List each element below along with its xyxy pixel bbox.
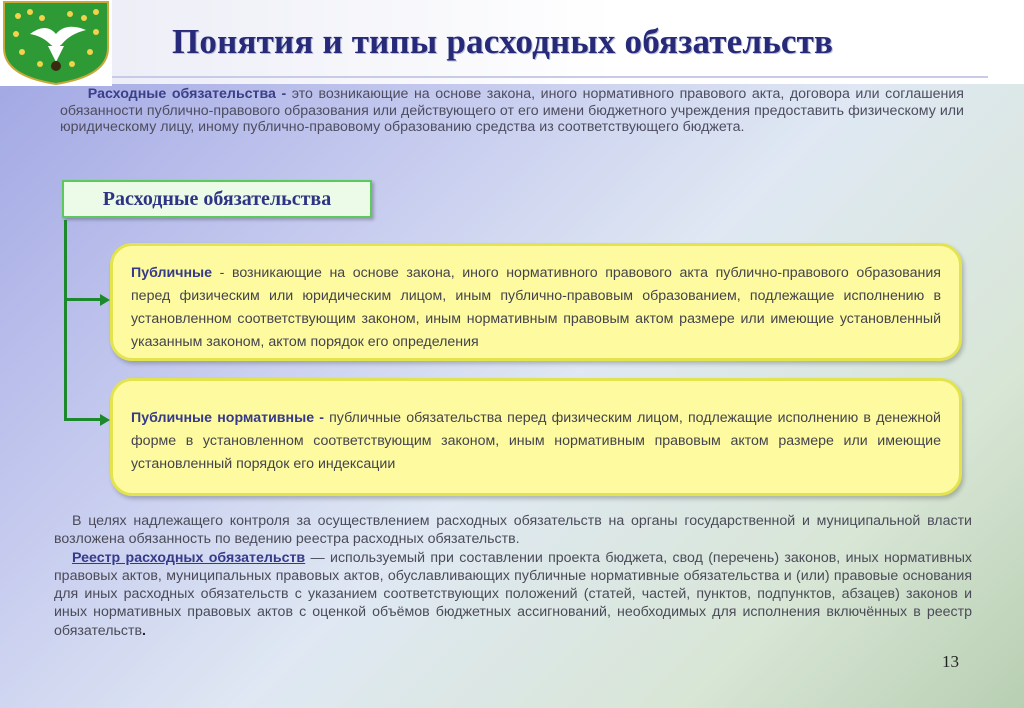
diagram-header-box xyxy=(62,180,372,218)
public-normative-obligations-box xyxy=(110,378,962,496)
public-normative-term: Публичные нормативные - xyxy=(131,410,324,426)
control-paragraph: В целях надлежащего контроля за осуществлением расходных обязательств на органы государственной и муниципальной власти возложена обязанность по ведению реестра расходных обязательств. xyxy=(54,513,972,548)
public-obligations-term: Публичные xyxy=(131,265,213,281)
intro-term: Расходные обязательства - xyxy=(87,86,287,102)
public-obligations-box xyxy=(110,243,962,361)
title-underline xyxy=(112,76,988,78)
intro-definition xyxy=(60,86,964,136)
registry-text: — используемый при составлении проекта бюджета, свод (перечень) законов, иных нормативных правовых актов, муниципальных правовых актов, обуславливающих публичные нормативные обязательства и (или) правовые основания для иных расходных обязательств с указанием соответствующих положений (статей, частей, пунктов, подпунктов, абзацев) законов и иных нормативных правовых актов с оценкой объёмов бюджетных ассигнований, необходимых для исполнения включённых в реестр обязательств xyxy=(54,549,973,639)
registry-paragraph xyxy=(54,549,972,640)
registry-end: . xyxy=(142,622,146,639)
connector-line-2 xyxy=(64,418,102,421)
registry-term: Реестр расходных обязательств xyxy=(72,549,306,566)
arrow-right-icon xyxy=(100,294,110,306)
page-number: 13 xyxy=(942,652,959,671)
arrow-right-icon xyxy=(100,414,110,426)
coat-of-arms-icon xyxy=(0,0,112,86)
intro-text: это возникающие на основе закона, иного нормативного правового акта, договора или соглашения обязанности публично-правового образования или действующего от его имени бюджетного учреждения предоставить физическому или юридическому лицу, иному публично-правовому образованию средства из соответствующего бюджета. xyxy=(60,86,964,135)
page-title: Понятия и типы расходных обязательств xyxy=(172,22,834,61)
diagram-header-label: Расходные обязательства xyxy=(102,187,332,210)
public-obligations-text: - возникающие на основе закона, иного нормативного правового акта публично-правового образования перед физическим или юридическим лицом, иным публично-правовым образованием, подлежащие исполнению в установленном соответствующим законом, иным нормативным правовым актом размере или имеющие установленный указанным законом, актом порядок его определения xyxy=(131,265,941,350)
connector-line-1 xyxy=(64,298,102,301)
registry-description xyxy=(54,512,972,640)
connector-vertical-line xyxy=(64,220,67,420)
public-normative-text: публичные обязательства перед физическим лицом, подлежащие исполнению в денежной форме в установленном соответствующим законом, иным нормативным правовым актом размере или имеющие установленный порядок его индексации xyxy=(131,410,941,472)
